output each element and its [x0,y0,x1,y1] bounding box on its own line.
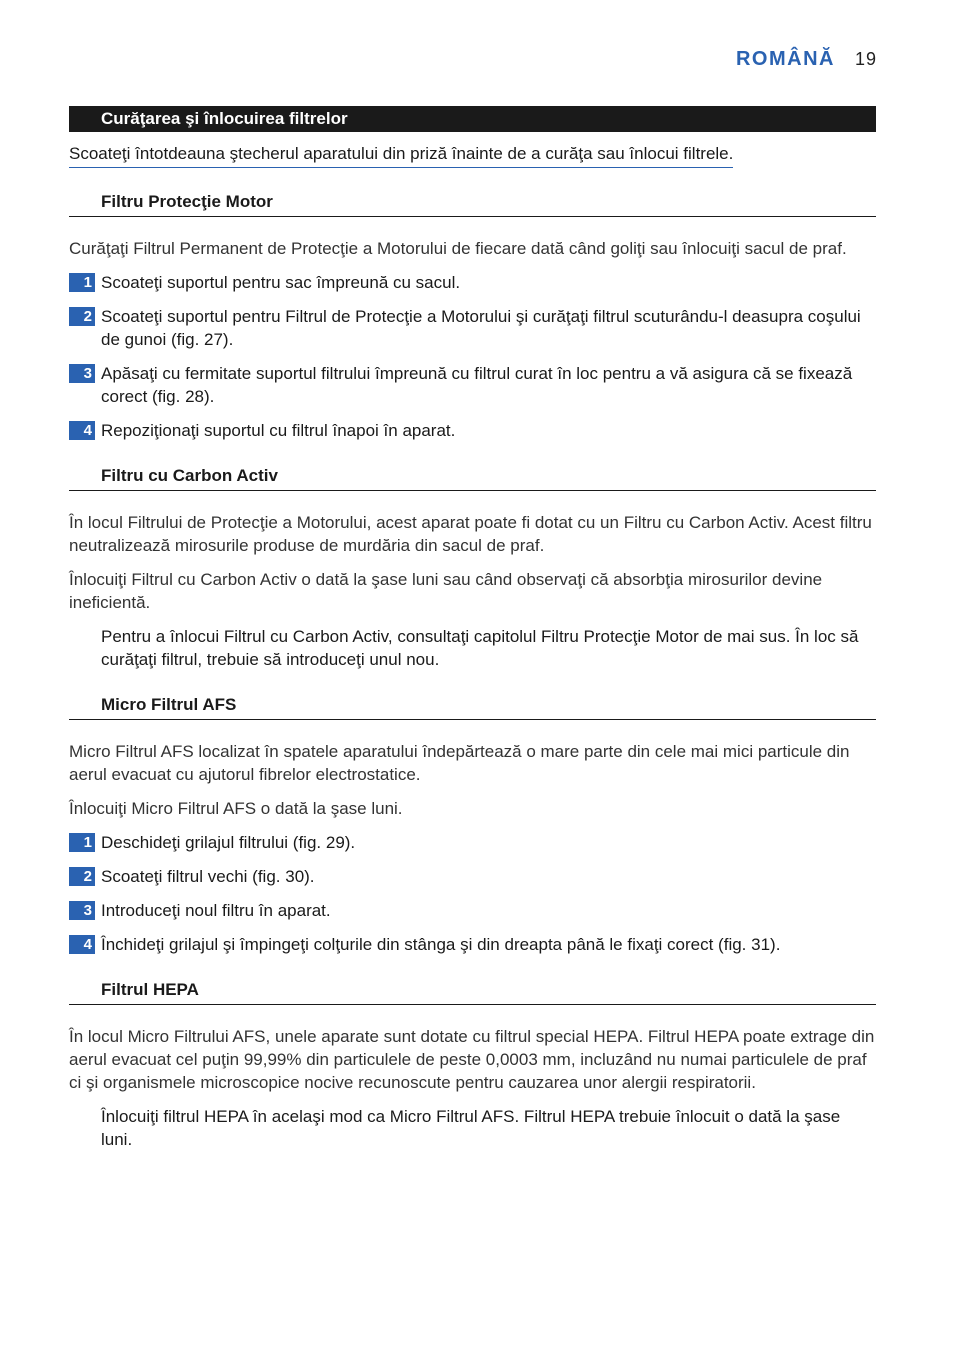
step-number: 2 [69,307,95,326]
step-text: Închideţi grilajul şi împingeţi colţurile din stânga şi din dreapta până le fixaţi corect (fig. 31). [101,935,781,954]
language-label: ROMÂNĂ [735,48,835,70]
step-number: 4 [69,935,95,954]
step-text: Deschideţi grilajul filtrului (fig. 29). [101,833,356,852]
list-item [69,271,876,294]
afs-filter-heading: Micro Filtrul AFS [69,693,876,720]
list-item [69,933,876,956]
carbon-filter-note: Pentru a înlocui Filtrul cu Carbon Activ, consultaţi capitolul Filtru Protecţie Motor de mai sus. În loc să curăţaţi filtrul, trebuie să introduceţi unul nou. [101,627,859,669]
carbon-filter-para-1: În locul Filtrului de Protecţie a Motorului, acest aparat poate fi dotat cu un Filtru cu Carbon Activ. Acest filtru neutralizează mirosurile produse de murdăria din sacul de praf. [69,513,872,555]
hepa-filter-note: Înlocuiţi filtrul HEPA în acelaşi mod ca Micro Filtrul AFS. Filtrul HEPA trebuie înlocuit o dată la şase luni. [101,1107,841,1149]
warning-text: Scoateţi întotdeauna ştecherul aparatului din priză înainte de a curăţa sau înlocui filtrele. [69,142,733,168]
step-number: 3 [69,364,95,383]
list-item [69,865,876,888]
step-text: Scoateţi suportul pentru sac împreună cu sacul. [101,273,461,292]
carbon-filter-para-2: Înlocuiţi Filtrul cu Carbon Activ o dată la şase luni sau când observaţi că absorbţia mirosurilor devine ineficientă. [69,570,823,612]
list-item [69,831,876,854]
afs-filter-para-2: Înlocuiţi Micro Filtrul AFS o dată la şase luni. [69,799,403,818]
step-number: 2 [69,867,95,886]
motor-filter-intro: Curăţaţi Filtrul Permanent de Protecţie a Motorului de fiecare dată când goliţi sau înlocuiţi sacul de praf. [69,239,847,258]
list-item [69,419,876,442]
page-number: 19 [854,49,877,69]
step-text: Repoziţionaţi suportul cu filtrul înapoi în aparat. [101,421,456,440]
step-text: Apăsaţi cu fermitate suportul filtrului împreună cu filtrul curat în loc pentru a vă asigura că se fixează corect (fig. 28). [101,364,853,406]
page-content [69,106,876,1151]
hepa-filter-para: În locul Micro Filtrului AFS, unele aparate sunt dotate cu filtrul special HEPA. Filtrul HEPA poate extrage din aerul evacuat cel puţin 99,99% din particulele de peste 0,0003 mm, incluzând nu numai particulele de praf ci şi organismele microscopice nocive recunoscute pentru cauzarea unor alergii respiratorii. [69,1027,875,1092]
list-item [69,362,876,408]
step-text: Scoateţi filtrul vechi (fig. 30). [101,867,315,886]
carbon-filter-heading: Filtru cu Carbon Activ [69,464,876,491]
step-number: 1 [69,833,95,852]
step-text: Introduceţi noul filtru în aparat. [101,901,331,920]
list-item [69,305,876,351]
step-number: 3 [69,901,95,920]
step-text: Scoateţi suportul pentru Filtrul de Protecţie a Motorului şi curăţaţi filtrul scuturându-l deasupra coşului de gunoi (fig. 27). [101,307,861,349]
list-item [69,899,876,922]
motor-filter-heading: Filtru Protecţie Motor [69,190,876,217]
section-title: Curăţarea şi înlocuirea filtrelor [69,106,876,132]
hepa-filter-heading: Filtrul HEPA [69,978,876,1005]
afs-filter-para-1: Micro Filtrul AFS localizat în spatele aparatului îndepărtează o mare parte din cele mai mici particule din aerul evacuat cu ajutorul fibrelor electrostatice. [69,742,850,784]
step-number: 1 [69,273,95,292]
step-number: 4 [69,421,95,440]
page-header [736,48,877,71]
